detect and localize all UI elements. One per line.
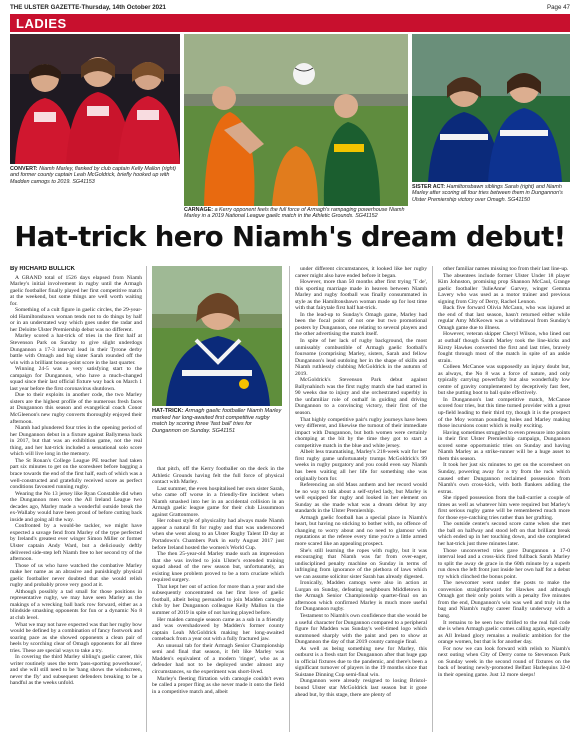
paragraph: Last summer, the even hospitalised her own sister Sarah, who came off worse in a friendly-fire incident when Niamh smashed into her in an accidental collision in an Armagh gaelic league game for their club Lissummon against Grattonmore.: [152, 485, 284, 518]
page-header: [10, 2, 570, 13]
paragraph: In spite of her lack of rugby background, the most unmissably combustible of Armagh gaelic football's foursome (comprising Marley, sisters, Sarah and fellow Dungannon's lead outdoing her in the shape of skills and Niamh ruthlessly clubbing McGoldrick in the autumn of 2019.: [295, 338, 427, 377]
publication-dateline: THE ULSTER GAZETTE-Thursday, 14th October 2021: [10, 4, 166, 11]
caption-text: Armagh gaelic footballer Niamh Marley marked her long-awaited first competitive rugby match by scoring three 'fast ball' tries for Dungannon on Sunday. SG41151: [152, 408, 282, 434]
caption-middle: [152, 408, 282, 460]
paragraph: That highly competitive pair's rugby journeys have been very different, and likewise the turnout of their immediate impact with Dungannon, but both women were certainly chomping at the bit by the time they got to start a competitive match in the blue and white jersey.: [295, 416, 427, 449]
paragraph: The then 25-year-old Marley made such an impression that she was invited to join Ulster's extended training squad ahead of the new season but, unfortunately, an existing knee problem proved to be a torn cruciate which required surgery.: [152, 551, 284, 584]
column-rule: [289, 266, 290, 732]
paragraph: That kept her out of action for more than a year and she subsequently concentrated on her first love of gaelic football, albeit being persuaded to join Madden camogie club by her Dungannon colleague Kelly Mallon in the summer of 2019 in spite of not having played before.: [152, 583, 284, 617]
caption-top-middle: [184, 207, 408, 221]
paragraph: Ironically, Madden camogs were also in action at Lurgan on Sunday, defeating neighbours Middletown in the Armagh Senior Championship quarter-final on an afternoon which confirmed Marley is much more useful for Dungannon rugby.: [295, 580, 427, 613]
paragraph: McGoldrick's Stevenson Park debut against Ballynahinch was the first rugby match she had started in 90 weeks due to injury and she orchestrated superbly in the unfamiliar role of outhalf in guiding and driving Dungannon to a convincing victory, their first of the season.: [295, 377, 427, 417]
paragraph: Back five forward Olivia McCann, who was injured at the end of that last season, hasn't returned either while regular Amy McKeown was a withdrawal from Sunday's Omagh game due to illness.: [438, 305, 570, 331]
paragraph: What we may not have expected was that her rugby bow would be defined by a combination of fancy footwork and soaring pace as she showed opponents a clean pair of heels by scorching clear of Omagh opponents for all three tries. These are special ways to take a try.: [10, 621, 142, 654]
paragraph: Her robust style of physicality had always made Niamh appear a natural fit for rugby and that was underscored when she went along to an Ulster Rugby Talent ID day at Portadown's Chambers Park in early August 2017 just before Ireland hosted the women's World Cup.: [152, 518, 284, 551]
caption-text: Niamh Marley, flanked by club captain Kelly Mallon (right) and former county captain Leah McGoldrick, briefly hooked up with Madden camogs to 2019. SG41153: [10, 166, 176, 185]
section-banner: [10, 14, 570, 32]
paragraph: Marley's fleeting flirtation with camogie couldn't even be called a proper fling as she never made it onto the field in a competitive match and, albeit: [152, 675, 284, 695]
paragraph: However, more than 50 months after first trying 'T de', this sporting marriage made in heaven between Niamh Marley and rugby football was finally consummated in style as the Hamiltonsbawn woman made up for lost time with that fairytale first half hat-trick.: [295, 279, 427, 312]
paragraph: Colleen McCanoe was supposedly an injury doubt but, as always, the No 8 was a force of nature, and only typically carrying powerfully but also wonderfully low centre of gravity complemented by deceptively fast feet, but she putting boot to ball quite effectively.: [438, 364, 570, 397]
paragraph: She ripped possession from the ball-carrier a couple of times as well as whatever him were required but Marley's first serious rugby game will be remembered much more for those eye-catching tries rather than her grafting.: [438, 495, 570, 521]
paragraph: However, veteran skipper Cheryl Wilson, who lined out at outhalf though Sarah Marley took the line-kicks and Kirsty Hawkes converted the first and last tries, bravely fought through most of the match in spite of an ankle strain.: [438, 331, 570, 364]
byline: By RICHARD BULLICK: [10, 266, 75, 272]
paragraph: Testament to Niamh's own confidence that she would be a useful character for Dungannon compared to a peripheral figure for Madden was Sunday's well-timed logo which summoned sharply with the paint and pen to show at Dungannon the day of that 2019 county camogie final.: [295, 612, 427, 646]
caption-lead: CONVERT:: [10, 166, 38, 172]
paragraph: The St Ronan's College League PE teacher had taken part six minutes to get on the scoresheet before bagging a brace towards the end of the first half, each of which was a well-constructed and gratefully received score as perfect conditions favoured running rugby.: [10, 457, 142, 491]
article-column-3: [295, 266, 427, 732]
photo-niamh-portrait: [152, 266, 282, 406]
paragraph: As well as being something new for Marley, this outburst is a fresh start for Dungannon after that huge gap in official fixtures due to the pandemic, and there's been a significant turnover of players in the 19 months since that Suistane Dinning Cup semi-final win.: [295, 645, 427, 678]
article-column-4: [438, 266, 570, 732]
paragraph: Armagh gaelic football has a special place in Niamh's heart, but having no sticking to bother with, no offence of changing to worry about and no need to glamour with reputations at the referee every time you're a little armed more scared like an appealing prospect.: [295, 514, 427, 547]
paragraph: For now we can look forward with relish to Niamh's next outing when City of Derry come to Stevenson Park on Sunday week in the second round of fixtures on the back of beating newly-promoted Belfast Harlequins 32-0 in their opening game. Just 12 more sleeps!: [438, 645, 570, 678]
caption-text: a Kerry opponent feels the full force of Armagh's rampaging powerhouse Niamh Marley in a 2019 National League gaelic match in the Athletic Grounds. SG41152: [184, 207, 405, 220]
paragraph: Confronted by a would-be tackler, we might have expected a savage fend from Marley of the type perfected by Ireland's greatest ever winger Simon Miller or former Ulster captain Andy Ward, but a deliciously deftly delivered side-step left Niamh free to her second try of the afternoon.: [10, 523, 142, 563]
paragraph: It took her just six minutes to get on the scoresheet on Sunday, powering away for a try from the ruck which caused other Dungannon reclaimed possession from Niamh's own cross-kick, with both flankers adding the extras.: [438, 462, 570, 495]
headline: Hat-trick hero Niamh's dream debut!: [14, 221, 566, 253]
caption-top-left: [10, 166, 180, 200]
paragraph: other familiar names missing too from their last line-up.: [443, 266, 569, 272]
caption-lead: HAT-TRICK:: [152, 408, 184, 414]
paragraph: The outside center's second score came when she met the ball on halfway and stood left on that brilliant break which ended up in her touching down, and she completed her hat-trick just three minutes later.: [438, 521, 570, 547]
paragraph: Wearing the No 13 jersey like Ryan Constable did when the Dungannon men won the All Ireland League two decades ago, Marley made a wonderful outside break the ex-Wallaby would have been proud of before cutting back inside and going all the way.: [10, 490, 142, 523]
paragraph: under different circumstances, it looked like her rugby career might also have ended before it began.: [295, 266, 427, 279]
paragraph: The newcomer went under the posts to make the conversion straightforward for Hawkes and although Omagh got their only points with a penalty five minutes from the end, Dungannon's win was well and truly in the bag and Niamh's rugby career finally underway with a bang.: [438, 580, 570, 619]
caption-text: Hamiltonsbawn siblings Sarah (right) and Niamh Marley after scoring all four tries between them in Dungannon's Ulster Premiership victory over Omagh. SG41150: [412, 184, 563, 203]
paragraph: Dungannon were already resigned to losing Bristol-bound Ulster star McGoldrick last season but it gone ahead but, by this stage, there are plenty of: [295, 678, 427, 698]
paragraph: In the lead-up to Sunday's Omagh game, Marley had been the focal point of not one but two promotional posters by Dungannon, one relating to several players and the other advertising the match itself.: [295, 311, 427, 338]
paragraph: It remains to be seen how thrilled to the real full code she is when Armagh gaelic comes calling again, especially as All Ireland glory remains a realistic ambition for the orange women, but that is for another day.: [438, 619, 570, 646]
caption-lead: SISTER ACT:: [412, 184, 446, 190]
article-column-1: [10, 266, 142, 732]
paragraph: Her maiden camogie season came as a sub in a friendly and was overshadowed by Madden's former county captain Leah McGoldrick making her long-awaited comeback from a year out with a fully fractured jaw.: [152, 616, 284, 643]
photo-marley-sisters: [412, 34, 570, 182]
section-title: LADIES: [16, 16, 67, 31]
paragraph: The absentees include former Ulster Under 18 player Kim Johnston, promising prop Shannon McCaul, Grange gaelic footballer 'JulieAnne' Garvey, winger Gemma Lavery who was used as a motor trainer and previous signing from City of Derry, Rachel Lennon.: [438, 272, 570, 305]
paragraph: Due to their exploits in another code, the two Marley sisters are the highest profile of the numerous fresh faces at Dungannon this season and evangelical coach Conor McGleenon's new rugby converts thoroughly enjoyed their afternoon.: [10, 392, 142, 425]
photo-camogie-trio: [10, 34, 180, 164]
column-rule: [432, 266, 433, 732]
photo-gaelic-match: [184, 34, 408, 206]
paragraph: In covering the third Marley sibling's gaelic career, this writer routinely uses the term 'pass-sporting powerhouse', and she will still need to be 'bang shows the windscreen, never the fly' and subsequent defenders breaking to be a handful as the weeks unfold.: [10, 654, 142, 687]
paragraph: that pitch, off the Kerry footballer on the deck in the Athletic Grounds having felt the full force of physical contact with Marley.: [152, 466, 284, 486]
caption-top-right: [412, 184, 570, 218]
paragraph: Niamh had plundered four tries in the opening period of her Dungannon debut in a fixture against Ballymena back in 2017, but that was an exhibition game, not the real thing, and her hat-trick included a sensational solo score which will live long in the memory.: [10, 425, 142, 458]
paragraph: Marley scored a hat-trick of tries in the first half at Stevenson Park on Sunday to give slight underdogs Dungannon a 17-3 interval lead in their Tyrone derby battle with Omagh and big sister Sarah rounded off the win with a brilliant bonus-point score in the last quarter.: [10, 333, 142, 366]
paragraph: In Dungannon's last competitive match, McCanoe scored four tries, but this time turned provider with a great up-field leading to their third try, though it is the prospect of the Moy woman pounding holes and Marley making those incursions count which is really exciting.: [438, 396, 570, 430]
page-number: Page 47: [546, 4, 570, 11]
paragraph: Winning 24-5 was a very satisfying start to the campaign for Dungannon, who have a much-changed squad since their last official fixture way back on March 1 last year before the first coronavirus shutdown.: [10, 366, 142, 392]
paragraph: Something of a cult figure in gaelic circles, the 29-year-old Hamiltonsbawn woman tends not to do things by half or in an understated way which goes under the radar and her Deloitte Ulster Premiership debut was no different.: [10, 307, 142, 333]
article-column-2: [152, 466, 284, 732]
paragraph: Those of us who have watched the combative Marley make her name as an abrasive and punishingly physical gaelic footballer never doubted that she would relish rugby and probably prove very good at it.: [10, 562, 142, 589]
paragraph: She's still learning the ropes with rugby, but it was encouraging that Niamh was far from over-eager, undisciplined penalty machine on Sunday in terms of infringing from ignorance of the plethora of laws which we can assume solicitor sister Sarah has already digested.: [295, 547, 427, 580]
caption-lead: CARNAGE:: [184, 207, 214, 213]
paragraph: Although possibly a tad small for those positions in representative rugby, we may have seen Marley as the makings of a wrecking ball back row forward, either as a blindside smashing opponents for fun or a dynamic No 8 at club level.: [10, 588, 142, 621]
paragraph: A GRAND total of 1526 days elapsed from Niamh Marley's initial involvement in rugby until the Armagh gaelic footballer finally played her first competitive match at the weekend, but some things are well worth waiting for.: [10, 274, 142, 307]
paragraph: Those unconverted tries gave Dungannon a 17-0 interval lead and a cross-kick fired fullback Sarah Marley to split the away de grace in the 60th minute by a superb run down the left front just inside her own half for a debut try which clinched the bonus point.: [438, 547, 570, 580]
column-rule: [146, 266, 147, 732]
paragraph: Having sometimes struggled to even pressure into points in their first Ulster Premiership campaign, Dungannon scored some opportunistic tries on Sunday and having Niamh Marley as a strike-runner will be a huge asset to them this season.: [438, 429, 570, 462]
paragraph: An unusual tab for their Armagh Senior Championship semi and final that season, it felt like Marley was Madden's equivalent of a modern 'ringer', who as a defender had not to be deployed under almost any circumstances, so the experiment was short-lived.: [152, 642, 284, 675]
paragraph: Albeit less traumatising, Marley's 218-week wait for her first rugby game unfortunately trumps McGoldrick's 99 weeks in rugby purgatory and you could even say Niamh has been waiting all her life for something she was originally born for.: [295, 449, 427, 482]
paragraph: Referencing an old Mass anthem and her record would be no way to talk about a self-styled lady, but Marley is well equipped for rugby and looked in her element on Sunday as she made what was a dream debut by any standards in the Ulster Premiership.: [295, 482, 427, 515]
